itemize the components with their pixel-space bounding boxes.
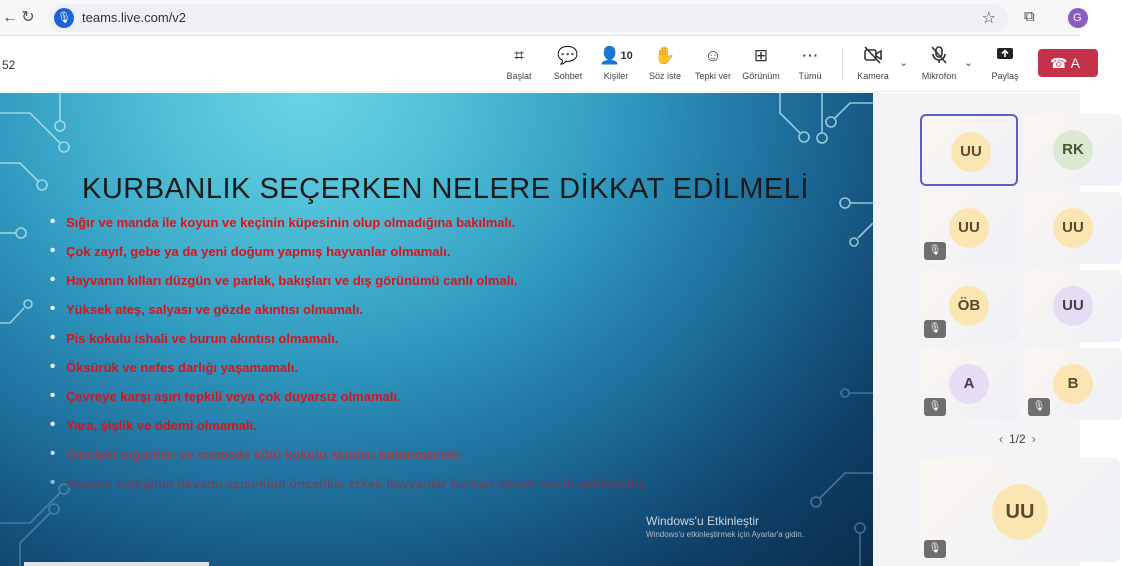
next-page-chevron-icon[interactable]: › [1031,432,1036,446]
people-button[interactable] [588,46,644,81]
slide-bullet: • Öksürük ve nefes darlığı yaşamamalı. [48,360,828,389]
avatar: UU [1053,208,1093,248]
reload-icon[interactable]: ↻ [21,9,35,26]
camera-options-chevron-icon[interactable]: ⌄ [899,57,909,69]
muted-mic-icon: 🎙 [924,320,946,338]
mic-label: Mikrofon [921,71,957,81]
avatar: RK [1053,130,1093,170]
slide-bullet: • Hayvan varlığının devamı açısından öncelikle erkek hayvanlar kurban olarak tercih edilmelidir. [48,476,828,505]
slide-bullet-list [48,215,828,505]
slide-bullet: • Sığır ve manda ile koyun ve keçinin küpesinin olup olmadığına bakılmalı. [48,215,828,244]
url-text[interactable]: teams.live.com/v2 [82,10,187,25]
more-label: Tümü [798,71,822,81]
horizontal-scrollbar[interactable] [24,562,209,566]
address-bar[interactable] [48,4,1008,32]
react-label: Tepki ver [694,71,731,81]
avatar: B [1053,364,1093,404]
toolbar-divider [842,48,843,80]
page-indicator: 1/2 [1009,432,1026,446]
slide-bullet: • Cinsiyet organları ve memede kötü kokulu akıntısı bulunmamalı. [48,447,828,476]
start-button[interactable] [491,46,547,81]
raise-hand-label: Söz iste [648,71,681,81]
back-arrow-icon[interactable]: ← [2,9,18,26]
browser-toolbar [0,0,1080,36]
muted-mic-icon: 🎙 [924,398,946,416]
smiley-icon: ☺ [704,46,722,65]
muted-mic-icon: 🎙 [1028,398,1050,416]
people-icon: 👤 [599,46,621,65]
participant-tile[interactable] [1024,192,1122,264]
mic-button[interactable] [911,46,967,81]
camera-label: Kamera [857,71,889,81]
hand-icon: ✋ [654,46,676,65]
meeting-toolbar [0,36,1080,92]
start-label: Başlat [506,71,532,81]
extensions-icon[interactable]: ⧉ [1024,8,1035,25]
participant-tile[interactable] [920,270,1018,342]
start-icon: ⌗ [514,46,524,65]
slide-bullet: • Yüksek ateş, salyası ve gözde akıntısı olmamalı. [48,302,828,331]
windows-activation-title: Windows'u Etkinleştir [646,514,759,528]
meeting-timer: 52 [2,58,16,72]
participant-tile[interactable] [920,192,1018,264]
slide-bullet: • Pis kokulu ishali ve burun akıntısı olmamalı. [48,331,828,360]
grid-icon: ⊞ [753,46,769,65]
view-label: Görünüm [742,71,780,81]
more-button[interactable] [782,46,838,81]
participant-tile[interactable] [920,348,1018,420]
slide-bullet: • Çevreye karşı aşırı tepkili veya çok duyarsız olmamalı. [48,389,828,418]
participant-tile[interactable] [1024,114,1122,186]
avatar: ÖB [949,286,989,326]
more-dots-icon: ⋯ [801,46,819,65]
slide-bullet: • Çok zayıf, gebe ya da yeni doğum yapmış hayvanlar olmamalı. [48,244,828,273]
share-button[interactable] [977,46,1033,81]
avatar: UU [992,484,1048,540]
self-video-tile[interactable] [920,458,1120,562]
slide-bullet: • Yara, şişlik ve ödemi olmamalı. [48,418,828,447]
chat-icon: 💬 [557,46,579,65]
muted-mic-icon: 🎙 [924,540,946,558]
phone-icon: ☎ [1050,55,1068,71]
chat-label: Sohbet [553,71,583,81]
view-button[interactable] [733,46,789,81]
participant-gallery [873,93,1084,566]
shared-slide [0,93,873,566]
prev-page-chevron-icon[interactable]: ‹ [999,432,1003,446]
avatar: A [949,364,989,404]
participant-tile[interactable] [1024,270,1122,342]
bookmark-star-icon[interactable]: ☆ [981,10,996,27]
avatar: UU [949,208,989,248]
people-label: Kişiler [603,71,629,81]
camera-button[interactable] [845,46,901,81]
mic-site-icon: 🎙 [54,8,74,28]
camera-off-icon [845,46,901,66]
slide-title: KURBANLIK SEÇERKEN NELERE DİKKAT EDİLMELİ [82,173,809,205]
avatar: UU [951,132,991,172]
muted-mic-icon: 🎙 [924,242,946,260]
profile-avatar[interactable]: G [1068,8,1088,28]
participant-tile[interactable] [920,114,1018,186]
avatar: UU [1053,286,1093,326]
mic-off-icon [911,46,967,66]
mic-options-chevron-icon[interactable]: ⌄ [964,57,974,69]
share-screen-icon [977,46,1033,66]
participant-count: 10 [620,50,633,62]
gallery-pager [993,432,1042,446]
share-label: Paylaş [991,71,1019,81]
slide-bullet: • Hayvanın kılları düzgün ve parlak, bakışları ve dış görünümü canlı olmalı. [48,273,828,302]
leave-label: A [1070,55,1080,71]
windows-activation-subtitle: Windows'u etkinleştirmek için Ayarlar'a gidin. [646,530,805,539]
participant-tile[interactable] [1024,348,1122,420]
leave-button[interactable] [1038,49,1098,77]
